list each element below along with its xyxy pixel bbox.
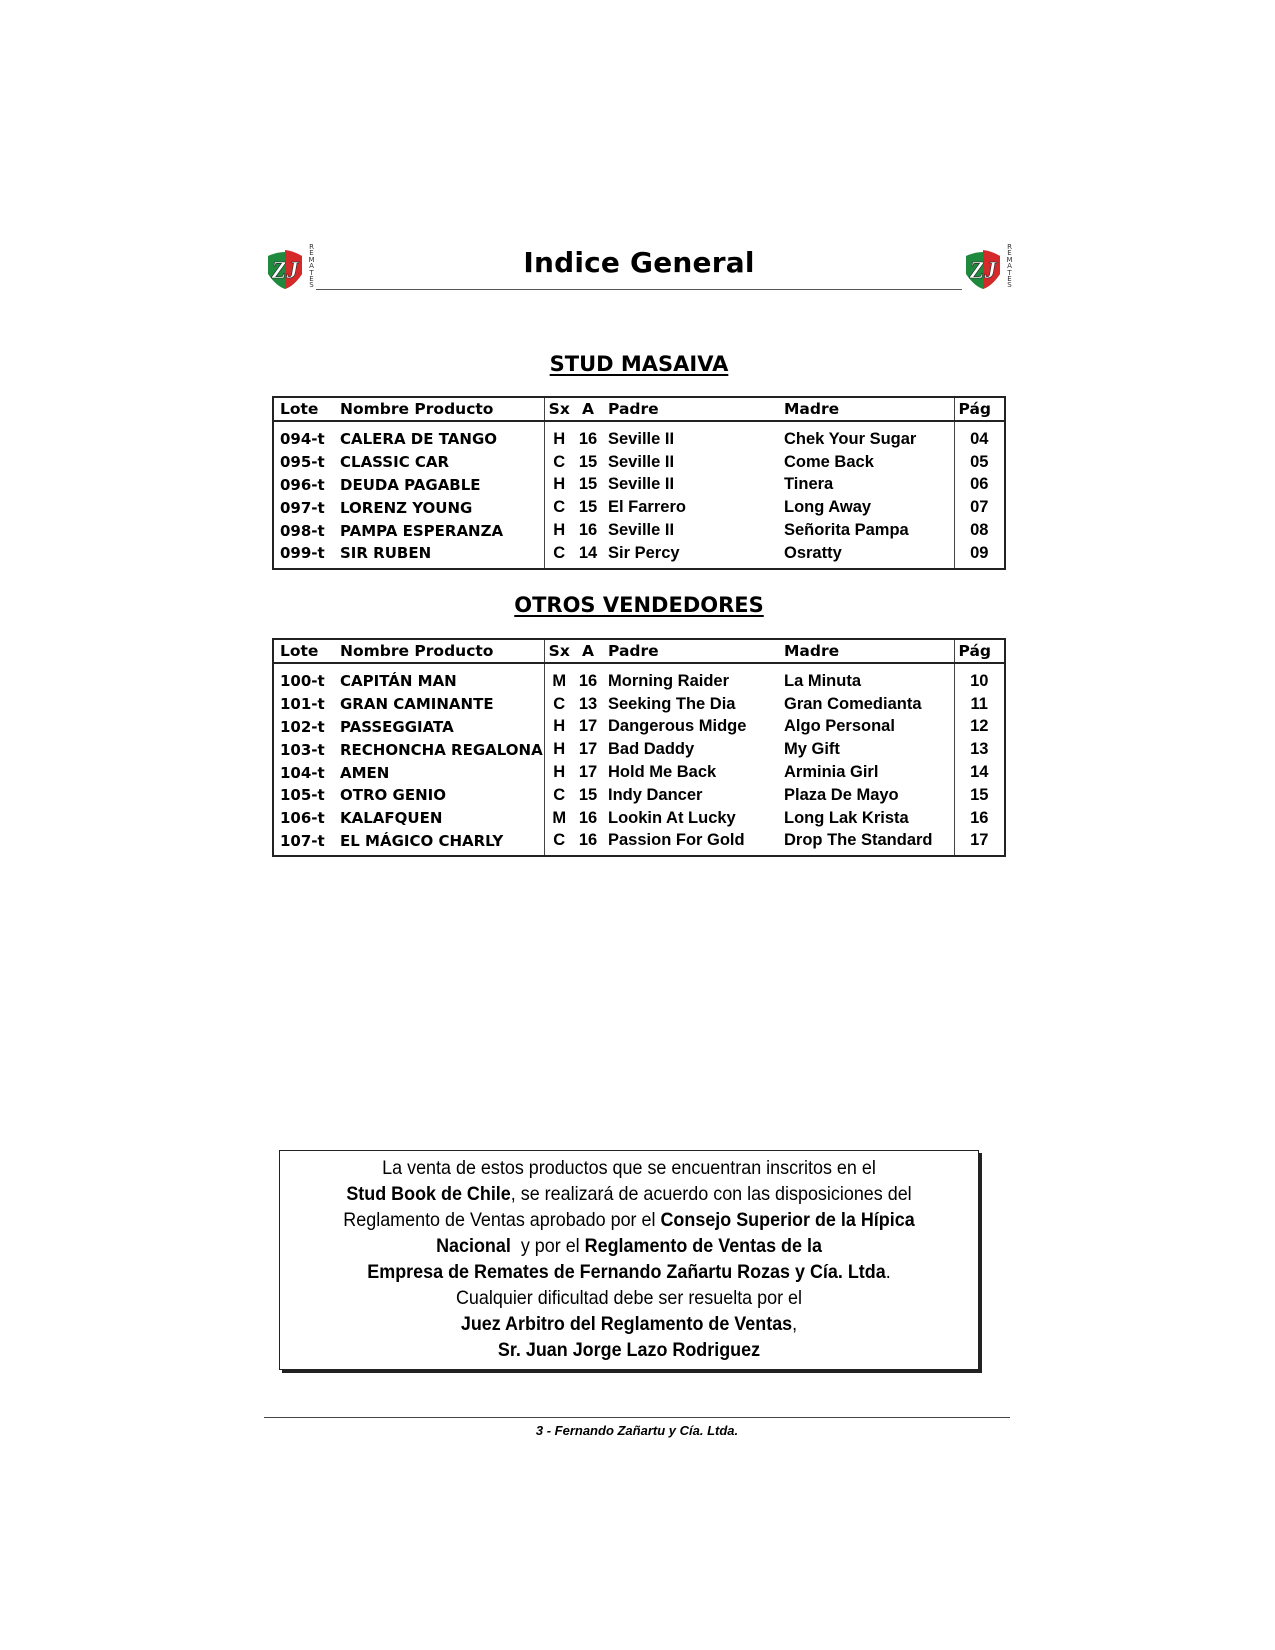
cell-sx: C <box>553 694 566 713</box>
header-divider <box>316 289 962 290</box>
section-title-otros-vendedores: OTROS VENDEDORES <box>514 593 764 617</box>
table-row <box>274 421 1004 451</box>
table-row <box>274 738 1004 761</box>
cell-pag: 09 <box>970 543 989 562</box>
notice-line: Sr. Juan Jorge Lazo Rodriguez <box>497 1339 761 1361</box>
cell-lote: 096-t <box>280 475 325 494</box>
table-row <box>274 761 1004 784</box>
cell-sx: C <box>553 831 566 850</box>
col-madre-header: Madre <box>778 640 954 663</box>
cell-madre: Gran Comedianta <box>778 693 954 716</box>
logo-side-text: R E M A T E S <box>1006 243 1013 290</box>
cell-lote: 097-t <box>280 498 325 517</box>
table-row <box>274 716 1004 739</box>
cell-madre: Long Away <box>778 496 954 519</box>
cell-a: 15 <box>578 452 598 471</box>
cell-madre: Osratty <box>778 542 954 568</box>
cell-madre: Long Lak Krista <box>778 807 954 830</box>
cell-pag: 14 <box>970 763 989 782</box>
notice-line: Stud Book de Chile, se realizará de acuerdo con las disposiciones del <box>346 1183 912 1205</box>
cell-a: 15 <box>578 785 598 804</box>
cell-madre: Arminia Girl <box>778 761 954 784</box>
cell-lote: 105-t <box>280 786 325 805</box>
cell-sx: H <box>553 429 566 448</box>
cell-pag: 07 <box>970 498 989 517</box>
col-lote-header: Lote <box>274 640 334 663</box>
zj-emblem-icon <box>962 248 1004 290</box>
col-pag-header: Pág <box>954 640 1004 663</box>
svg-text:ZJ: ZJ <box>271 258 299 284</box>
cell-a: 16 <box>578 521 598 540</box>
cell-padre: Morning Raider <box>608 671 730 690</box>
cell-padre: Lookin At Lucky <box>608 808 736 827</box>
cell-pag: 15 <box>970 785 989 804</box>
cell-padre: Sir Percy <box>608 543 680 562</box>
cell-madre: Drop The Standard <box>778 830 954 856</box>
page-footer: 3 - Fernando Zañartu y Cía. Ltda. <box>535 1423 739 1438</box>
notice-line: Juez Arbitro del Reglamento de Ventas, <box>460 1313 798 1335</box>
cell-nombre: PAMPA ESPERANZA <box>334 519 544 542</box>
cell-padre: Bad Daddy <box>608 740 695 759</box>
col-lote-header: Lote <box>274 398 334 421</box>
table-row <box>274 451 1004 474</box>
cell-nombre: DEUDA PAGABLE <box>334 474 544 497</box>
cell-padre: Seville II <box>608 475 675 494</box>
cell-nombre: CALERA DE TANGO <box>334 421 544 451</box>
cell-a: 17 <box>578 740 598 759</box>
cell-nombre: RECHONCHA REGALONA <box>334 738 544 761</box>
col-sx-header: Sx <box>544 640 574 663</box>
cell-pag: 16 <box>970 808 989 827</box>
col-pag-header: Pág <box>954 398 1004 421</box>
cell-nombre: KALAFQUEN <box>334 807 544 830</box>
cell-lote: 101-t <box>280 695 325 714</box>
cell-madre: Tinera <box>778 474 954 497</box>
table-row <box>274 830 1004 856</box>
cell-nombre: EL MÁGICO CHARLY <box>334 830 544 856</box>
cell-padre: Dangerous Midge <box>608 717 747 736</box>
cell-pag: 12 <box>970 717 989 736</box>
cell-madre: Plaza De Mayo <box>778 784 954 807</box>
cell-sx: M <box>552 671 567 690</box>
cell-a: 14 <box>578 543 598 562</box>
cell-lote: 099-t <box>280 544 325 563</box>
cell-padre: Seville II <box>608 429 675 448</box>
table-row <box>274 496 1004 519</box>
cell-madre: Chek Your Sugar <box>778 421 954 451</box>
table-header-row <box>274 640 1004 663</box>
cell-padre: Seville II <box>608 452 675 471</box>
cell-lote: 100-t <box>280 672 325 691</box>
cell-madre: My Gift <box>778 738 954 761</box>
table-header-row <box>274 398 1004 421</box>
zj-remates-logo-right <box>962 244 1014 294</box>
footer-divider <box>264 1417 1010 1418</box>
cell-sx: H <box>553 521 566 540</box>
cell-lote: 098-t <box>280 521 325 540</box>
notice-line: Reglamento de Ventas aprobado por el Consejo Superior de la Hípica <box>343 1209 915 1231</box>
cell-nombre: AMEN <box>334 761 544 784</box>
table-row <box>274 519 1004 542</box>
cell-a: 15 <box>578 475 598 494</box>
lot-table-stud-masaiva <box>272 396 1006 570</box>
col-a-header: A <box>574 640 602 663</box>
cell-nombre: LORENZ YOUNG <box>334 496 544 519</box>
notice-line: La venta de estos productos que se encuentran inscritos en el <box>382 1157 876 1179</box>
cell-madre: Señorita Pampa <box>778 519 954 542</box>
cell-sx: C <box>553 785 566 804</box>
cell-pag: 11 <box>970 694 988 713</box>
cell-pag: 05 <box>970 452 989 471</box>
notice-line: Nacional y por el Reglamento de Ventas de la <box>436 1235 822 1257</box>
cell-a: 16 <box>578 429 598 448</box>
cell-sx: H <box>553 475 566 494</box>
cell-madre: Algo Personal <box>778 716 954 739</box>
lot-table-otros-vendedores <box>272 638 1006 857</box>
table-row <box>274 693 1004 716</box>
cell-sx: C <box>553 543 566 562</box>
cell-nombre: GRAN CAMINANTE <box>334 693 544 716</box>
cell-nombre: CLASSIC CAR <box>334 451 544 474</box>
cell-a: 16 <box>578 671 598 690</box>
table-row <box>274 542 1004 568</box>
table-row <box>274 663 1004 693</box>
cell-sx: H <box>553 717 566 736</box>
cell-lote: 102-t <box>280 717 325 736</box>
cell-pag: 17 <box>970 831 989 850</box>
svg-text:ZJ: ZJ <box>969 258 997 284</box>
notice-line: Cualquier dificultad debe ser resuelta por el <box>455 1287 803 1309</box>
cell-lote: 106-t <box>280 809 325 828</box>
col-nombre-header: Nombre Producto <box>334 398 544 421</box>
cell-nombre: SIR RUBEN <box>334 542 544 568</box>
cell-madre: Come Back <box>778 451 954 474</box>
table-row <box>274 474 1004 497</box>
col-a-header: A <box>574 398 602 421</box>
notice-line: Empresa de Remates de Fernando Zañartu Rozas y Cía. Ltda. <box>367 1261 891 1283</box>
cell-padre: Hold Me Back <box>608 763 717 782</box>
cell-a: 17 <box>578 763 598 782</box>
cell-nombre: PASSEGGIATA <box>334 716 544 739</box>
cell-pag: 13 <box>970 740 989 759</box>
cell-pag: 10 <box>970 671 989 690</box>
cell-sx: H <box>553 740 566 759</box>
col-padre-header: Padre <box>602 640 778 663</box>
col-padre-header: Padre <box>602 398 778 421</box>
col-sx-header: Sx <box>544 398 574 421</box>
cell-madre: La Minuta <box>778 663 954 693</box>
col-nombre-header: Nombre Producto <box>334 640 544 663</box>
section-title-stud-masaiva: STUD MASAIVA <box>549 352 729 376</box>
table-row <box>274 807 1004 830</box>
cell-a: 17 <box>578 717 598 736</box>
cell-padre: Seeking The Dia <box>608 694 736 713</box>
cell-pag: 04 <box>970 429 989 448</box>
cell-lote: 104-t <box>280 763 325 782</box>
logo-side-text: R E M A T E S <box>308 243 315 290</box>
cell-padre: Seville II <box>608 521 675 540</box>
page-title: Indice General <box>523 246 755 279</box>
cell-sx: H <box>553 763 566 782</box>
cell-sx: C <box>553 498 566 517</box>
cell-lote: 094-t <box>280 430 325 449</box>
cell-a: 16 <box>578 808 598 827</box>
cell-a: 16 <box>578 831 598 850</box>
cell-lote: 103-t <box>280 740 325 759</box>
cell-sx: M <box>552 808 567 827</box>
page-header <box>264 240 1014 300</box>
cell-sx: C <box>553 452 566 471</box>
sale-conditions-notice <box>279 1150 979 1370</box>
col-madre-header: Madre <box>778 398 954 421</box>
cell-lote: 095-t <box>280 453 325 472</box>
cell-padre: Indy Dancer <box>608 785 703 804</box>
cell-nombre: OTRO GENIO <box>334 784 544 807</box>
cell-a: 13 <box>578 694 598 713</box>
cell-lote: 107-t <box>280 831 325 850</box>
cell-padre: El Farrero <box>608 498 686 517</box>
cell-padre: Passion For Gold <box>608 831 745 850</box>
cell-pag: 06 <box>970 475 989 494</box>
table-row <box>274 784 1004 807</box>
cell-a: 15 <box>578 498 598 517</box>
cell-pag: 08 <box>970 521 989 540</box>
cell-nombre: CAPITÁN MAN <box>334 663 544 693</box>
